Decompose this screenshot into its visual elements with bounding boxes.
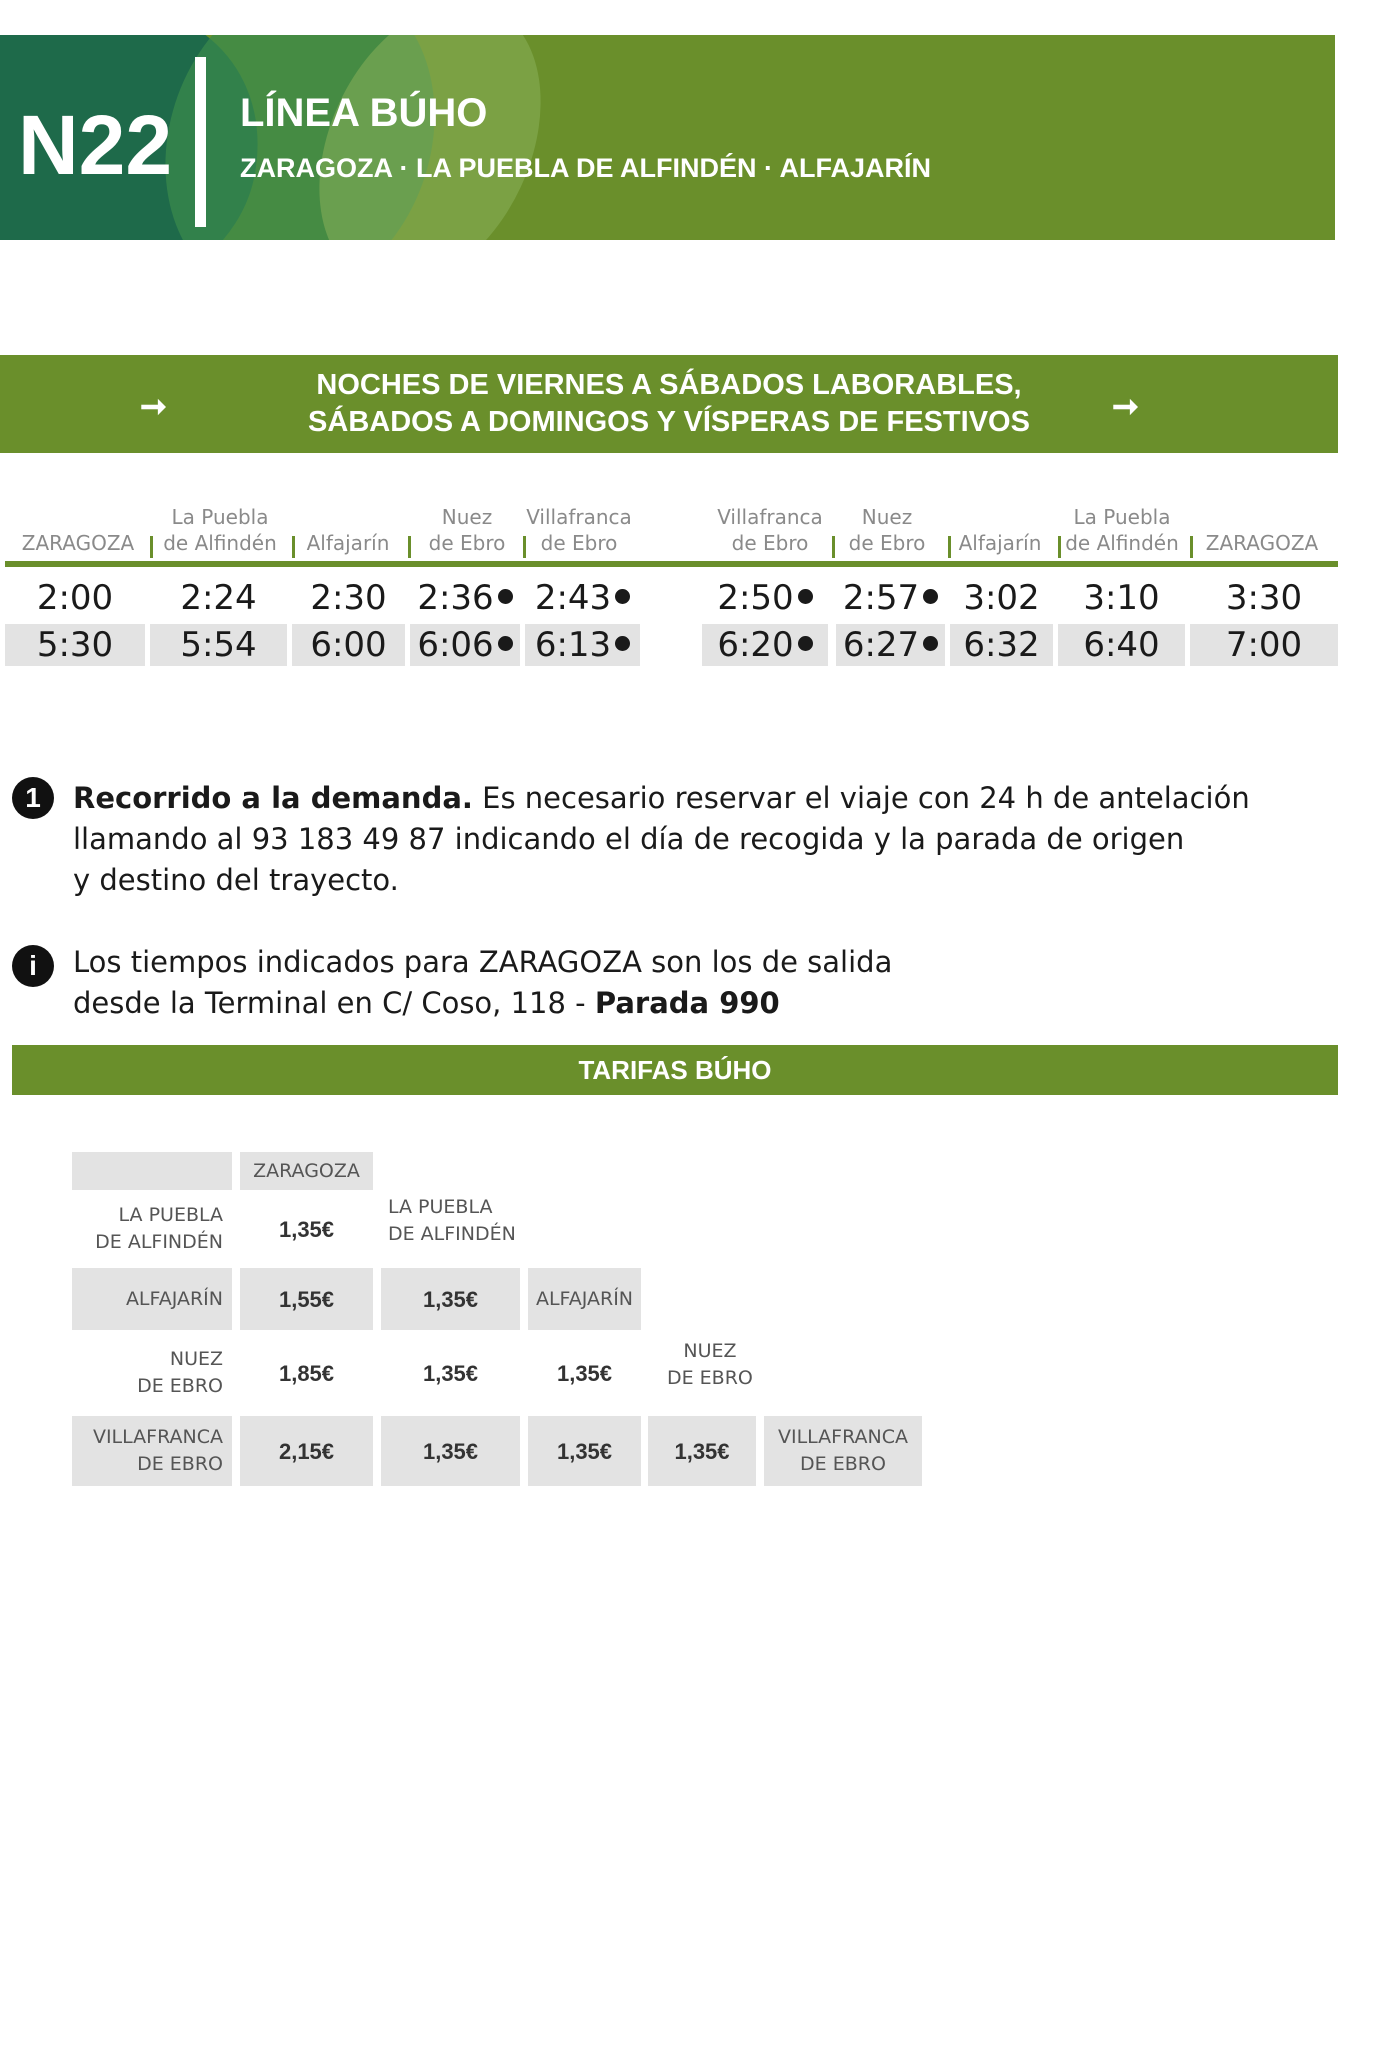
fare-matrix-corner [72, 1152, 232, 1190]
stop-header: Alfajarín [306, 531, 390, 555]
trip-time: 6:00 [292, 624, 405, 666]
trip-time: 2:43 [525, 577, 640, 619]
arrow-right-icon: ➞ [1112, 388, 1139, 424]
line-title: LÍNEA BÚHO [240, 91, 488, 135]
stop-header: Alfajarín [958, 531, 1042, 555]
fare-price: 2,15€ [240, 1416, 373, 1486]
line-route: ZARAGOZA · LA PUEBLA DE ALFINDÉN · ALFAJARÍN [240, 153, 931, 183]
route-number: N22 [18, 98, 173, 192]
stop-separator [948, 536, 951, 558]
fare-row-label: ALFAJARÍN [72, 1268, 232, 1330]
stop-separator [832, 536, 835, 558]
fare-price: 1,35€ [648, 1416, 756, 1486]
fare-price: 1,35€ [528, 1416, 641, 1486]
demand-note-text: llamando al 93 183 49 87 indicando el día de recogida y la parada de origen [73, 822, 1185, 856]
line-header [0, 35, 1335, 240]
info-note-text: Los tiempos indicados para ZARAGOZA son los de salida [73, 945, 893, 979]
info-icon: i [12, 945, 54, 987]
numbered-note-icon: 1 [12, 777, 54, 819]
on-demand-dot-icon [798, 636, 813, 651]
stop-header: Villafranca de Ebro [526, 505, 632, 555]
demand-note-text: Es necesario reservar el viaje con 24 h de antelación [472, 781, 1250, 815]
stop-header: La Puebla de Alfindén [1065, 505, 1179, 555]
on-demand-dot-icon [498, 589, 513, 604]
schedule-banner-line: SÁBADOS A DOMINGOS Y VÍSPERAS DE FESTIVOS [308, 406, 1030, 438]
stop-header: La Puebla de Alfindén [163, 505, 277, 555]
stop-header: Villafranca de Ebro [717, 505, 823, 555]
on-demand-dot-icon [923, 636, 938, 651]
trip-time: 2:50 [702, 577, 828, 619]
fare-price: 1,55€ [240, 1268, 373, 1330]
trip-time: 2:00 [36, 578, 114, 618]
trip-time: 2:24 [180, 578, 257, 618]
on-demand-dot-icon [615, 589, 630, 604]
stop-separator [408, 536, 411, 558]
trip-row [0, 624, 1338, 666]
fare-header-alfajarin: ALFAJARÍN [528, 1268, 641, 1330]
stop-separator [292, 536, 295, 558]
stop-separator [150, 536, 153, 558]
stop-header: ZARAGOZA [21, 531, 135, 555]
stops-rule [5, 561, 1338, 567]
stop-separator [1058, 536, 1061, 558]
stop-separator [1190, 536, 1193, 558]
arrow-right-icon: ➞ [140, 388, 167, 424]
on-demand-dot-icon [923, 589, 938, 604]
info-note-stop: Parada 990 [594, 986, 780, 1020]
fare-price: 1,35€ [278, 1216, 335, 1242]
trip-time: 2:36 [410, 577, 520, 619]
demand-note-text: y destino del trayecto. [73, 863, 399, 897]
info-note [73, 942, 892, 1024]
fare-price: 1,35€ [422, 1360, 479, 1386]
trip-time: 2:57 [836, 577, 945, 619]
trip-time: 2:30 [310, 578, 387, 618]
trip-row [0, 577, 1338, 619]
trip-time: 5:30 [5, 624, 145, 666]
stop-header: Nuez de Ebro [428, 505, 506, 555]
fare-price: 1,35€ [381, 1416, 520, 1486]
schedule-banner-line: NOCHES DE VIERNES A SÁBADOS LABORABLES, [316, 369, 1022, 401]
info-note-text: desde la Terminal en C/ Coso, 118 - [73, 986, 595, 1020]
stop-separator [523, 536, 526, 558]
trip-time: 6:27 [836, 624, 945, 666]
fare-row-label: NUEZ DE EBRO [137, 1348, 223, 1397]
on-demand-dot-icon [498, 636, 513, 651]
fare-header-villafranca: VILLAFRANCA DE EBRO [764, 1416, 922, 1486]
demand-note-title: Recorrido a la demanda. [73, 781, 473, 815]
trip-time: 3:02 [963, 578, 1040, 618]
header-divider [195, 57, 206, 227]
trip-time: 6:20 [702, 624, 828, 666]
demand-note [73, 778, 1250, 901]
on-demand-dot-icon [615, 636, 630, 651]
fare-header-nuez: NUEZ DE EBRO [667, 1340, 753, 1389]
fare-price: 1,85€ [278, 1360, 335, 1386]
fares-banner: TARIFAS BÚHO [12, 1045, 1338, 1095]
trip-time: 3:10 [1083, 578, 1160, 618]
fare-header-zaragoza: ZARAGOZA [240, 1152, 373, 1190]
stop-header: Nuez de Ebro [848, 505, 926, 555]
trip-time: 6:13 [525, 624, 640, 666]
trip-time: 7:00 [1190, 624, 1338, 666]
on-demand-dot-icon [798, 589, 813, 604]
trip-time: 6:06 [410, 624, 520, 666]
trip-time: 3:30 [1225, 578, 1303, 618]
fare-row-label: VILLAFRANCA DE EBRO [72, 1416, 232, 1486]
trip-time: 5:54 [150, 624, 287, 666]
fare-price: 1,35€ [381, 1268, 520, 1330]
stop-header: ZARAGOZA [1205, 531, 1319, 555]
fare-header-puebla: LA PUEBLA DE ALFINDÉN [388, 1196, 516, 1245]
trip-time: 6:32 [950, 624, 1053, 666]
fare-price: 1,35€ [556, 1360, 613, 1386]
fare-row-label: LA PUEBLA DE ALFINDÉN [95, 1204, 223, 1253]
schedule-banner [0, 355, 1338, 453]
trip-time: 6:40 [1058, 624, 1185, 666]
